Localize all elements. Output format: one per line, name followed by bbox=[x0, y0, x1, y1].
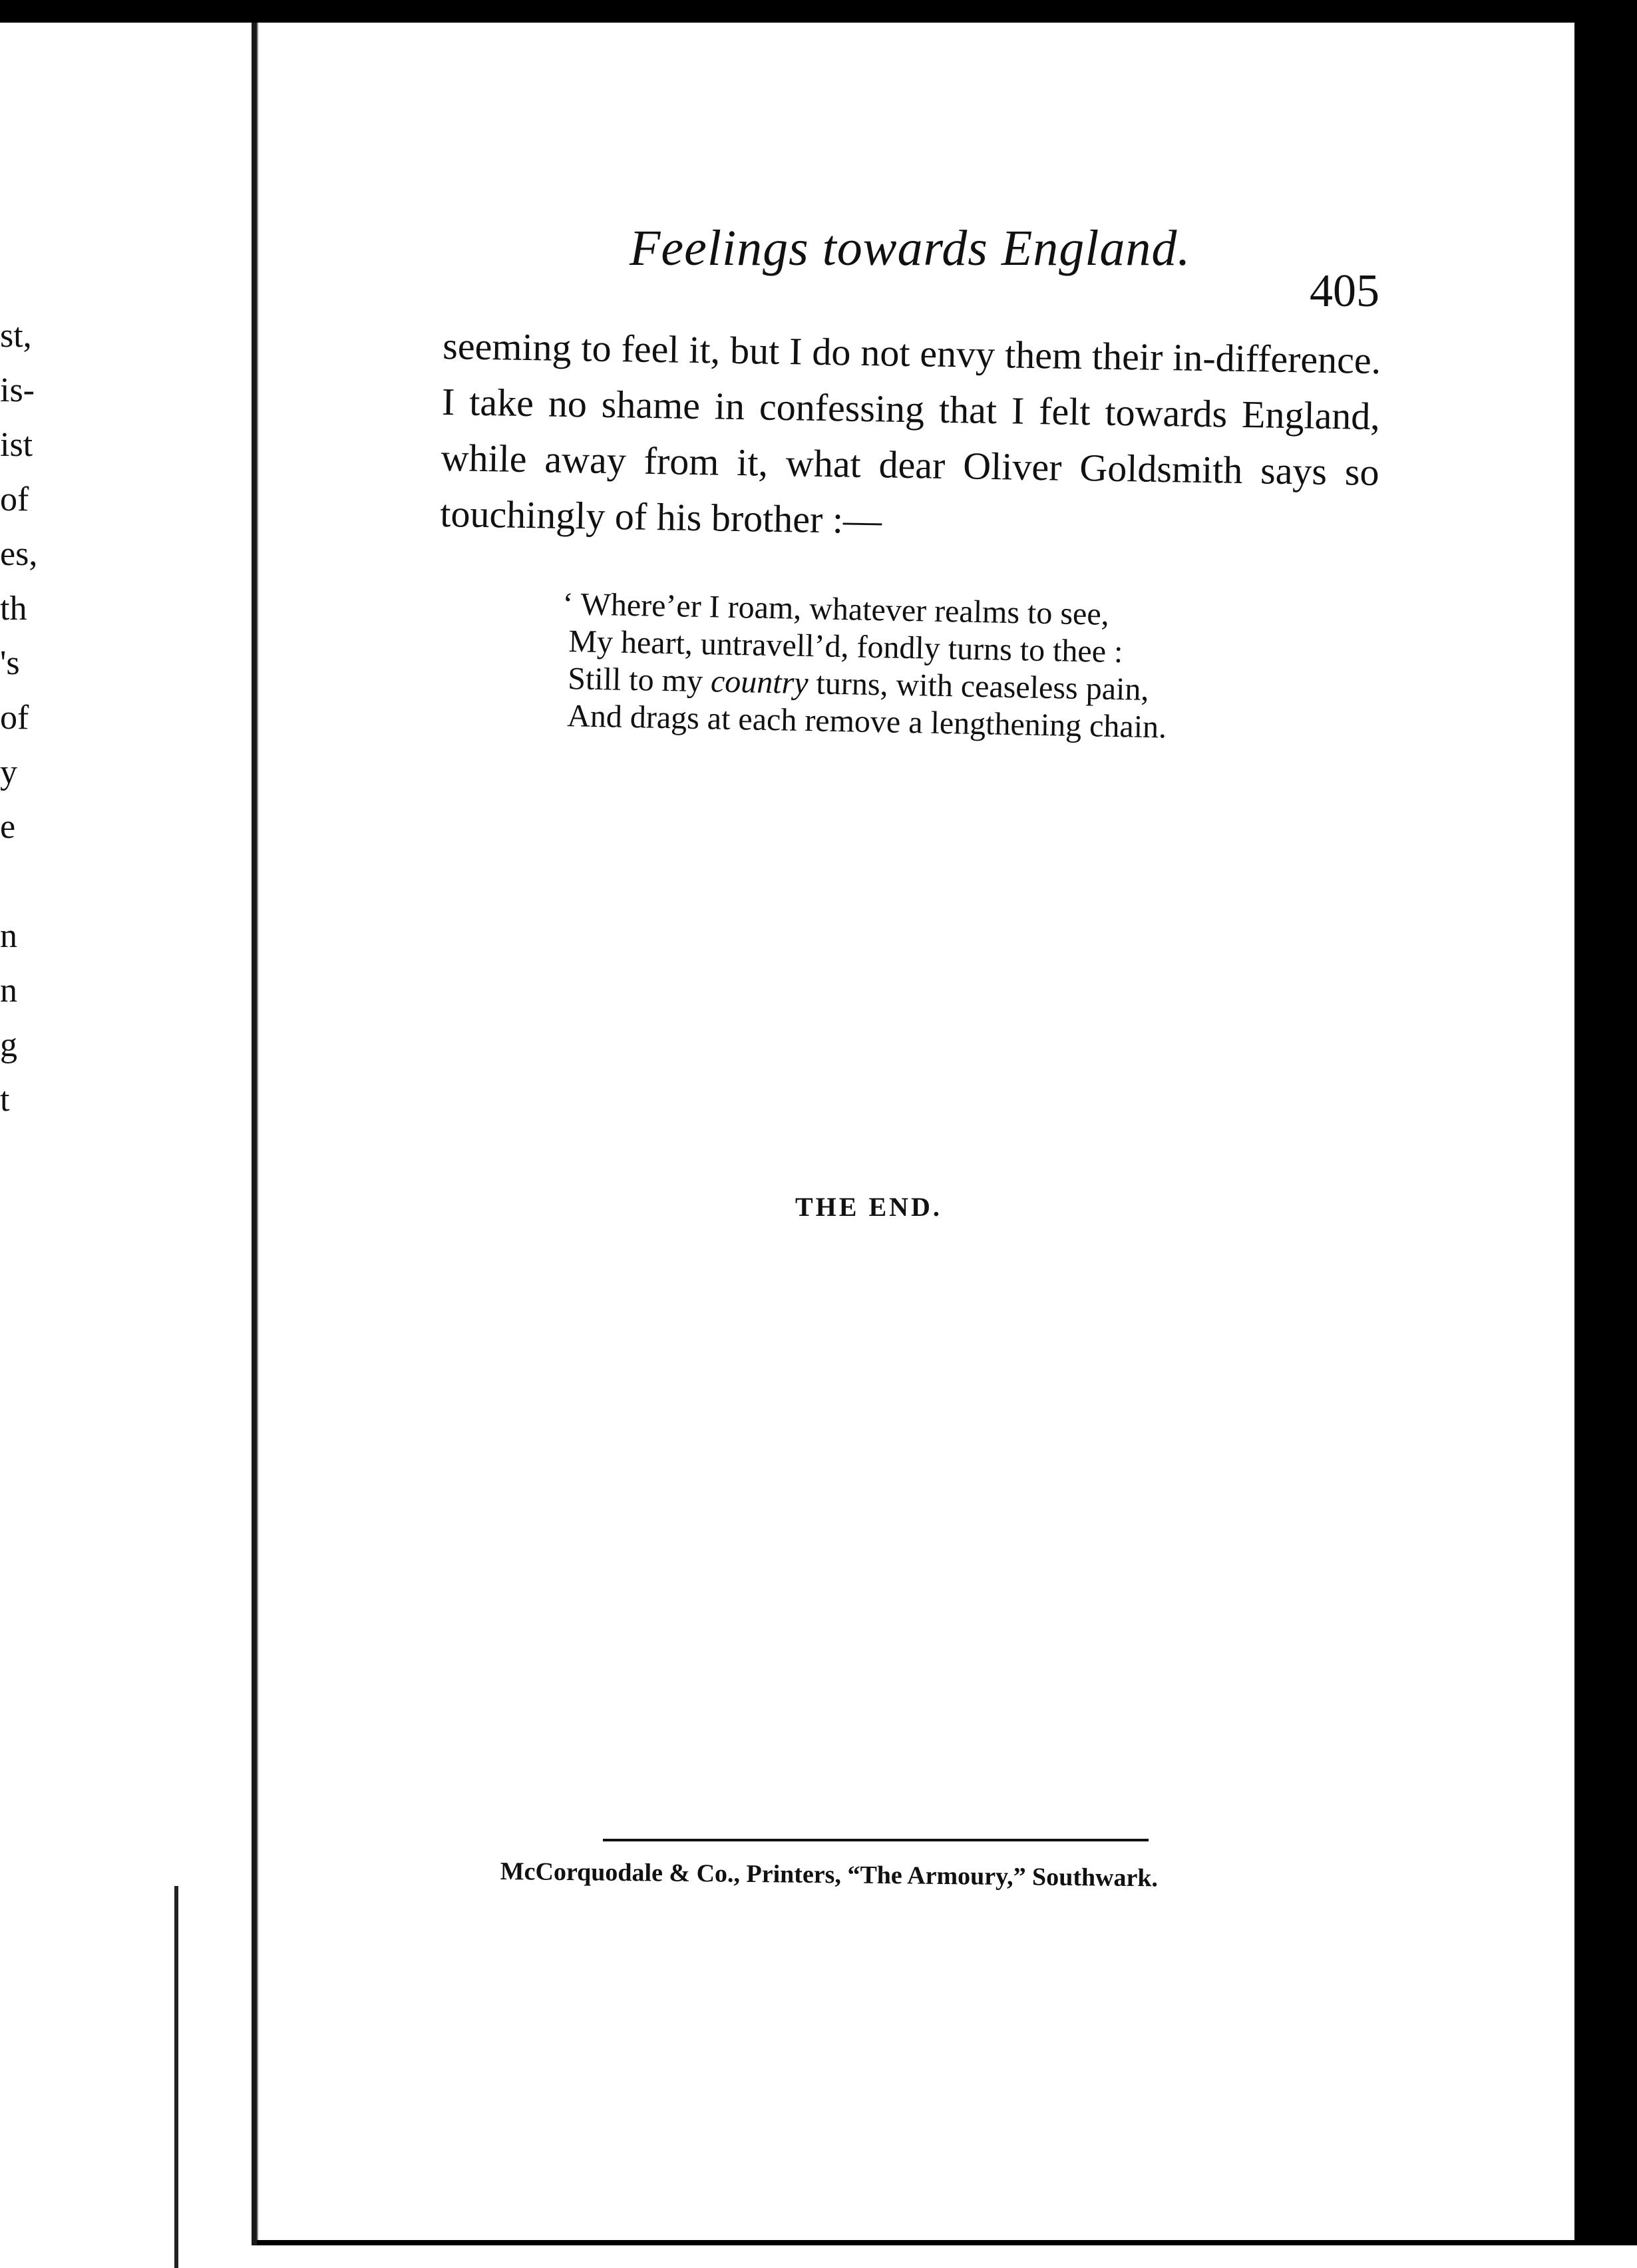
facing-line: ist bbox=[0, 426, 33, 464]
scan-border-top bbox=[0, 0, 1637, 23]
scan-border-bottom bbox=[186, 2240, 1637, 2245]
poem-line: Still to my country turns, with ceaseless pain, bbox=[567, 661, 1149, 707]
facing-line: th bbox=[0, 590, 27, 628]
facing-line: n bbox=[0, 972, 17, 1010]
the-end-heading: THE END. bbox=[795, 1192, 942, 1222]
facing-line bbox=[0, 854, 73, 909]
facing-line: of bbox=[0, 699, 29, 737]
body-paragraph: seeming to feel it, but I do not envy them their in-difference. I take no shame in confessing that I felt towards England, while away from it, what dear Oliver Goldsmith says so touchingly of his brother :— bbox=[439, 323, 1381, 542]
emphasised-word: country bbox=[710, 663, 809, 701]
imprint-rule bbox=[603, 1839, 1149, 1841]
facing-line: y bbox=[0, 753, 17, 791]
facing-line: st, bbox=[0, 317, 32, 355]
printer-imprint: McCorquodale & Co., Printers, “The Armoury,” Southwark. bbox=[500, 1857, 1159, 1893]
scan-border-right bbox=[1573, 0, 1637, 2245]
facing-line: n bbox=[0, 917, 17, 955]
facing-line: is- bbox=[0, 371, 35, 409]
poem-line: ‘ Where’er I roam, whatever realms to see, bbox=[562, 586, 1110, 632]
poem-line: And drags at each remove a lengthening chain. bbox=[566, 698, 1167, 745]
facing-page-text-fragments bbox=[0, 309, 73, 1127]
facing-line: 's bbox=[0, 644, 20, 682]
running-title: Feelings towards England. bbox=[630, 220, 1191, 276]
facing-line: e bbox=[0, 808, 16, 846]
facing-line: t bbox=[0, 1081, 10, 1119]
poem-quotation bbox=[560, 586, 1268, 748]
facing-line: g bbox=[0, 1026, 17, 1064]
poem-line: My heart, untravell’d, fondly turns to thee : bbox=[568, 624, 1123, 670]
page-fold-shadow bbox=[174, 1886, 178, 2268]
facing-line: es, bbox=[0, 535, 38, 573]
page-gutter bbox=[252, 23, 257, 2245]
facing-page bbox=[0, 23, 253, 2245]
page-number: 405 bbox=[1310, 266, 1379, 317]
facing-line: of bbox=[0, 480, 29, 518]
